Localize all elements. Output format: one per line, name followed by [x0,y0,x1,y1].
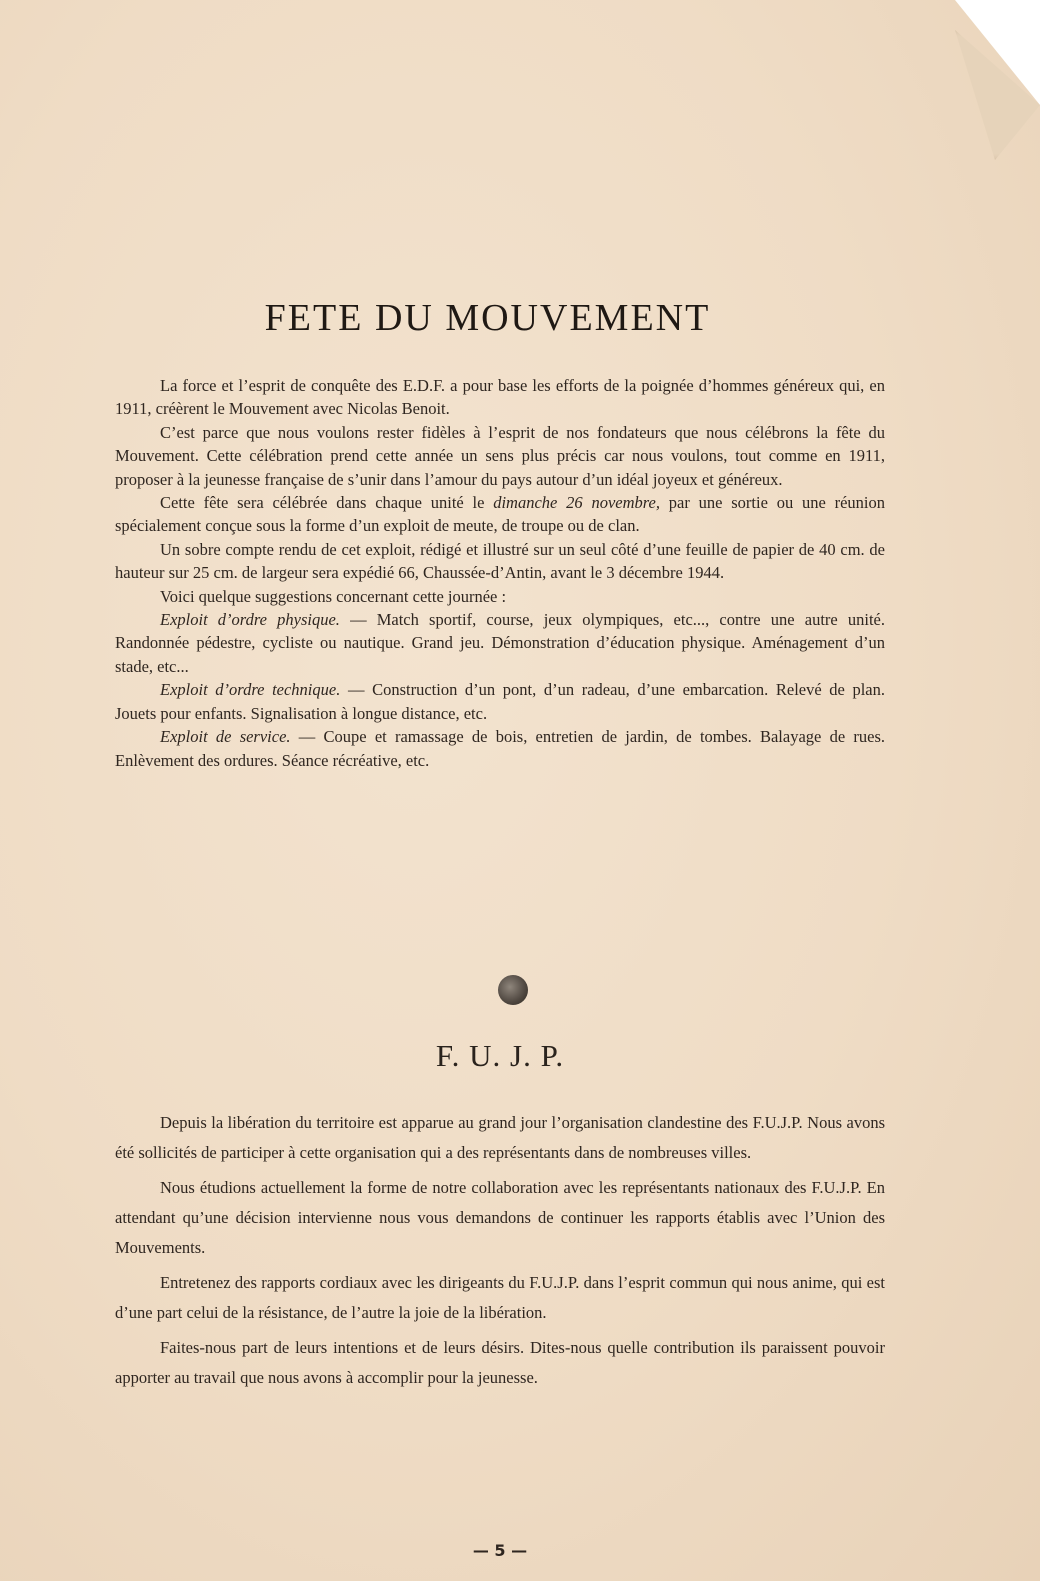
paragraph-date [115,491,885,538]
date-emphasis: dimanche 26 novembre, [493,493,661,513]
suggestion-heading: Exploit d’ordre physique. [160,610,340,630]
section-title-fujp: F. U. J. P. [435,1038,565,1073]
paragraph: Un sobre compte rendu de cet exploit, rédigé et illustré sur un seul côté d’une feuille de papier de 40 cm. de hauteur sur 25 cm. de largeur sera expédié 66, Chaussée-d’Antin, avant le 3 décembre 1944. [115,539,885,583]
text: par une sortie ou une réunion spécialement conçue sous la forme d’un exploit de meute, de troupe ou de clan. [115,493,886,536]
paragraph: La force et l’esprit de conquête des E.D.F. a pour base les efforts de la poignée d’hommes généreux qui, en 1911, créèrent le Mouvement avec Nicolas Benoit. [115,376,885,419]
suggestion-technique [115,678,885,725]
suggestion-text: — Coupe et ramassage de bois, entretien de jardin, de tombes. Balayage de rues. Enlèvement des ordures. Séance récréative, etc. [115,727,886,770]
paragraph: Faites-nous part de leurs intentions et de leurs désirs. Dites-nous quelle contribution ils paraissent pouvoir apporter au travail que nous avons à accomplir pour la jeunesse. [115,1338,885,1387]
suggestion-physique [115,608,885,678]
suggestion-text: — Construction d’un pont, d’un radeau, d’une embarcation. Relevé de plan. Jouets pour enfants. Signalisation à longue distance, etc. [115,680,886,723]
section-title-fete-du-mouvement: FETE DU MOUVEMENT [264,297,711,339]
suggestion-text: — Match sportif, course, jeux olympiques, etc..., contre une autre unité. Randonnée pédestre, cycliste ou nautique. Grand jeu. Démonstration d’éducation physique. Aménagement d’un stade, etc... [115,610,885,676]
suggestion-heading: Exploit de service. [160,727,291,747]
paragraph: Voici quelque suggestions concernant cette journée : [160,586,507,606]
paragraph: C’est parce que nous voulons rester fidèles à l’esprit de nos fondateurs que nous célébrons la fête du Mouvement. Cette célébration prend cette année un sens plus précis car nous voulons, tout comme en 1911, proposer à la jeunesse française de s’unir dans l’amour du pays autour d’un idéal joyeux et généreux. [115,422,885,489]
suggestion-heading: Exploit d’ordre technique. [160,680,341,700]
section-fete-du-mouvement [115,374,885,772]
section-fujp [115,1108,885,1398]
paragraph: Nous étudions actuellement la forme de notre collaboration avec les représentants nationaux des F.U.J.P. En attendant qu’une décision intervienne nous vous demandons de continuer les rapports établis avec l’Union des Mouvements. [115,1178,885,1257]
bullet-ornament-icon [498,975,528,1005]
suggestion-service [115,725,885,772]
paragraph: Depuis la libération du territoire est apparue au grand jour l’organisation clandestine des F.U.J.P. Nous avons été sollicités de participer à cette organisation qui a des représentants dans de nombreuses villes. [115,1113,885,1162]
page-number: — 5 — [472,1541,528,1560]
text: Cette fête sera célébrée dans chaque unité le [160,493,494,513]
paragraph: Entretenez des rapports cordiaux avec les dirigeants du F.U.J.P. dans l’esprit commun qui nous anime, qui est d’une part celui de la résistance, de l’autre la joie de la libération. [115,1273,885,1322]
